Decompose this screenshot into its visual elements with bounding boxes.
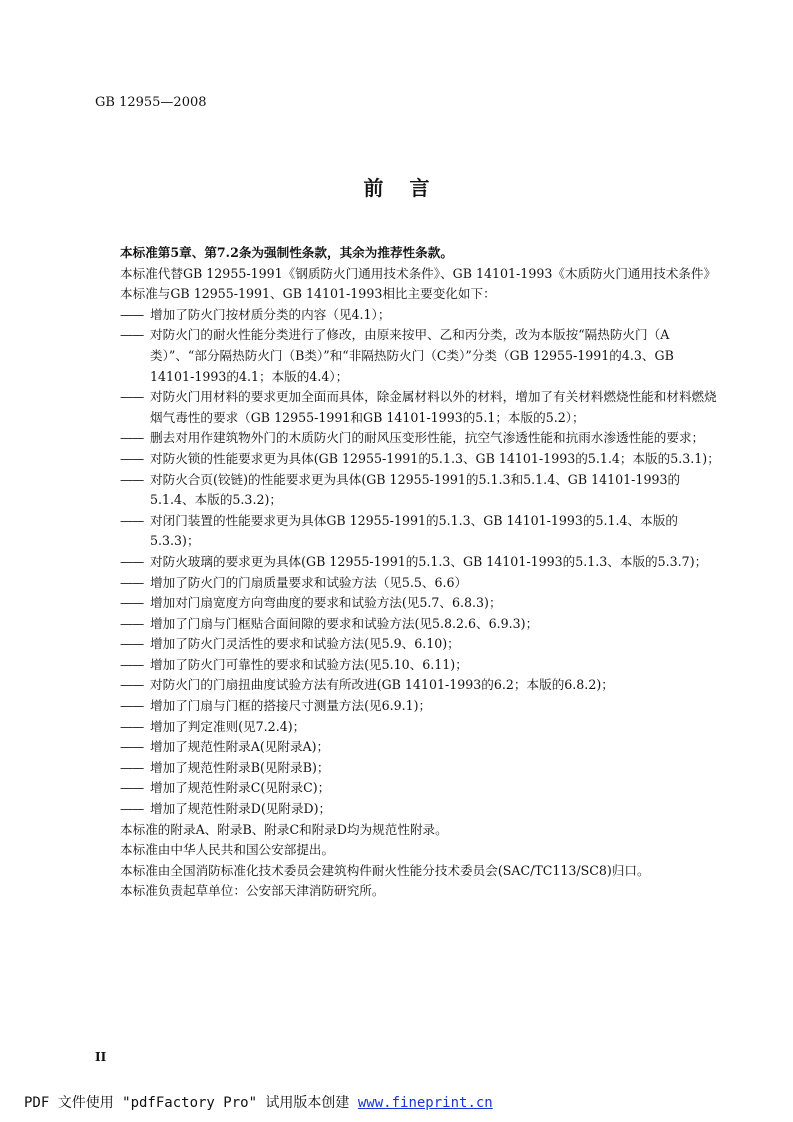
change-item: —— 增加了规范性附录A(见附录A)； bbox=[95, 737, 720, 758]
standard-code: GB 12955—2008 bbox=[95, 95, 207, 110]
change-item: —— 增加了防火门可靠性的要求和试验方法(见5.10、6.11)； bbox=[95, 655, 720, 676]
dash-marker: —— bbox=[120, 471, 144, 487]
dash-marker: —— bbox=[120, 615, 144, 631]
page-title: 前言 bbox=[363, 176, 456, 200]
change-item: —— 删去对用作建筑物外门的木质防火门的耐风压变形性能，抗空气渗透性能和抗雨水渗透性能的要求； bbox=[95, 428, 720, 449]
dash-marker: —— bbox=[120, 327, 144, 343]
dash-marker: —— bbox=[120, 780, 144, 796]
dash-marker: —— bbox=[120, 430, 144, 446]
changes-intro-paragraph: 本标准与GB 12955-1991、GB 14101-1993相比主要变化如下： bbox=[120, 286, 496, 302]
change-item: —— 增加了防火门按材质分类的内容（见4.1）； bbox=[95, 305, 720, 326]
pdf-footer bbox=[24, 1092, 493, 1112]
dash-marker: —— bbox=[120, 759, 144, 775]
change-item: —— 增加了规范性附录C(见附录C)； bbox=[95, 778, 720, 799]
change-item: —— 对防火玻璃的要求更为具体(GB 12955-1991的5.1.3、GB 14101-1993的5.1.3、本版的5.3.7)； bbox=[95, 552, 720, 573]
dash-marker: —— bbox=[120, 656, 144, 672]
change-item: —— 增加了规范性附录D(见附录D)； bbox=[95, 799, 720, 820]
dash-marker: —— bbox=[120, 389, 144, 405]
change-item: —— 对防火门的耐火性能分类进行了修改，由原来按甲、乙和丙分类，改为本版按“隔热防火门（A类）”、“部分隔热防火门（B类）”和“非隔热防火门（C类）”分类（GB 12955-1991的4.3、GB 14101-1993的4.1；本版的4.4）； bbox=[120, 327, 674, 384]
mandatory-clause-paragraph: 本标准第5章、第7.2条为强制性条款，其余为推荐性条款。 bbox=[120, 245, 453, 260]
change-item: —— 增加了防火门灵活性的要求和试验方法(见5.9、6.10)； bbox=[95, 634, 720, 655]
dash-marker: —— bbox=[120, 306, 144, 322]
committee-paragraph: 本标准由全国消防标准化技术委员会建筑构件耐火性能分技术委员会(SAC/TC113/SC8)归口。 bbox=[120, 862, 650, 878]
change-item: —— 增加了防火门的门扇质量要求和试验方法（见5.5、6.6） bbox=[95, 573, 720, 594]
dash-marker: —— bbox=[120, 677, 144, 693]
change-item: —— 对闭门装置的性能要求更为具体GB 12955-1991的5.1.3、GB 14101-1993的5.1.4、本版的5.3.3)； bbox=[120, 512, 678, 549]
page-number: II bbox=[95, 1050, 107, 1064]
footer-text: PDF 文件使用 "pdfFactory Pro" 试用版本创建 bbox=[24, 1095, 350, 1111]
changes-list bbox=[95, 305, 720, 820]
dash-marker: —— bbox=[120, 450, 144, 466]
dash-marker: —— bbox=[120, 553, 144, 569]
proposer-paragraph: 本标准由中华人民共和国公安部提出。 bbox=[120, 842, 335, 858]
dash-marker: —— bbox=[120, 718, 144, 734]
change-item: —— 对防火锁的性能要求更为具体(GB 12955-1991的5.1.3、GB 14101-1993的5.1.4；本版的5.3.1)； bbox=[95, 449, 720, 470]
appendix-paragraph: 本标准的附录A、附录B、附录C和附录D均为规范性附录。 bbox=[120, 821, 448, 837]
document-body bbox=[95, 243, 720, 902]
drafting-unit-paragraph: 本标准负责起草单位：公安部天津消防研究所。 bbox=[120, 883, 385, 899]
fineprint-link[interactable]: www.fineprint.cn bbox=[357, 1095, 493, 1111]
dash-marker: —— bbox=[120, 636, 144, 652]
dash-marker: —— bbox=[120, 739, 144, 755]
dash-marker: —— bbox=[120, 574, 144, 590]
dash-marker: —— bbox=[120, 801, 144, 817]
change-item: —— 对防火门的门扇扭曲度试验方法有所改进(GB 14101-1993的6.2；本版的6.8.2)； bbox=[95, 675, 720, 696]
change-item: —— 增加了门扇与门框的搭接尺寸测量方法(见6.9.1)； bbox=[95, 696, 720, 717]
dash-marker: —— bbox=[120, 512, 144, 528]
change-item: —— 对防火合页(铰链)的性能要求更为具体(GB 12955-1991的5.1.3和5.1.4、GB 14101-1993的5.1.4、本版的5.3.2)； bbox=[120, 471, 681, 508]
dash-marker: —— bbox=[120, 595, 144, 611]
dash-marker: —— bbox=[120, 698, 144, 714]
change-item: —— 增加了判定准则(见7.2.4)； bbox=[95, 717, 720, 738]
change-item: —— 对防火门用材料的要求更加全面而具体，除金属材料以外的材料，增加了有关材料燃烧性能和材料燃烧烟气毒性的要求（GB 12955-1991和GB 14101-1993的5.1；本版的5.2）； bbox=[120, 389, 717, 425]
replacement-paragraph: 本标准代替GB 12955-1991《钢质防火门通用技术条件》、GB 14101-1993《木质防火门通用技术条件》 bbox=[120, 265, 717, 281]
change-item: —— 增加了规范性附录B(见附录B)； bbox=[95, 758, 720, 779]
change-item: —— 增加了门扇与门框贴合面间隙的要求和试验方法(见5.8.2.6、6.9.3)； bbox=[95, 614, 720, 635]
change-item: —— 增加对门扇宽度方向弯曲度的要求和试验方法(见5.7、6.8.3)； bbox=[95, 593, 720, 614]
